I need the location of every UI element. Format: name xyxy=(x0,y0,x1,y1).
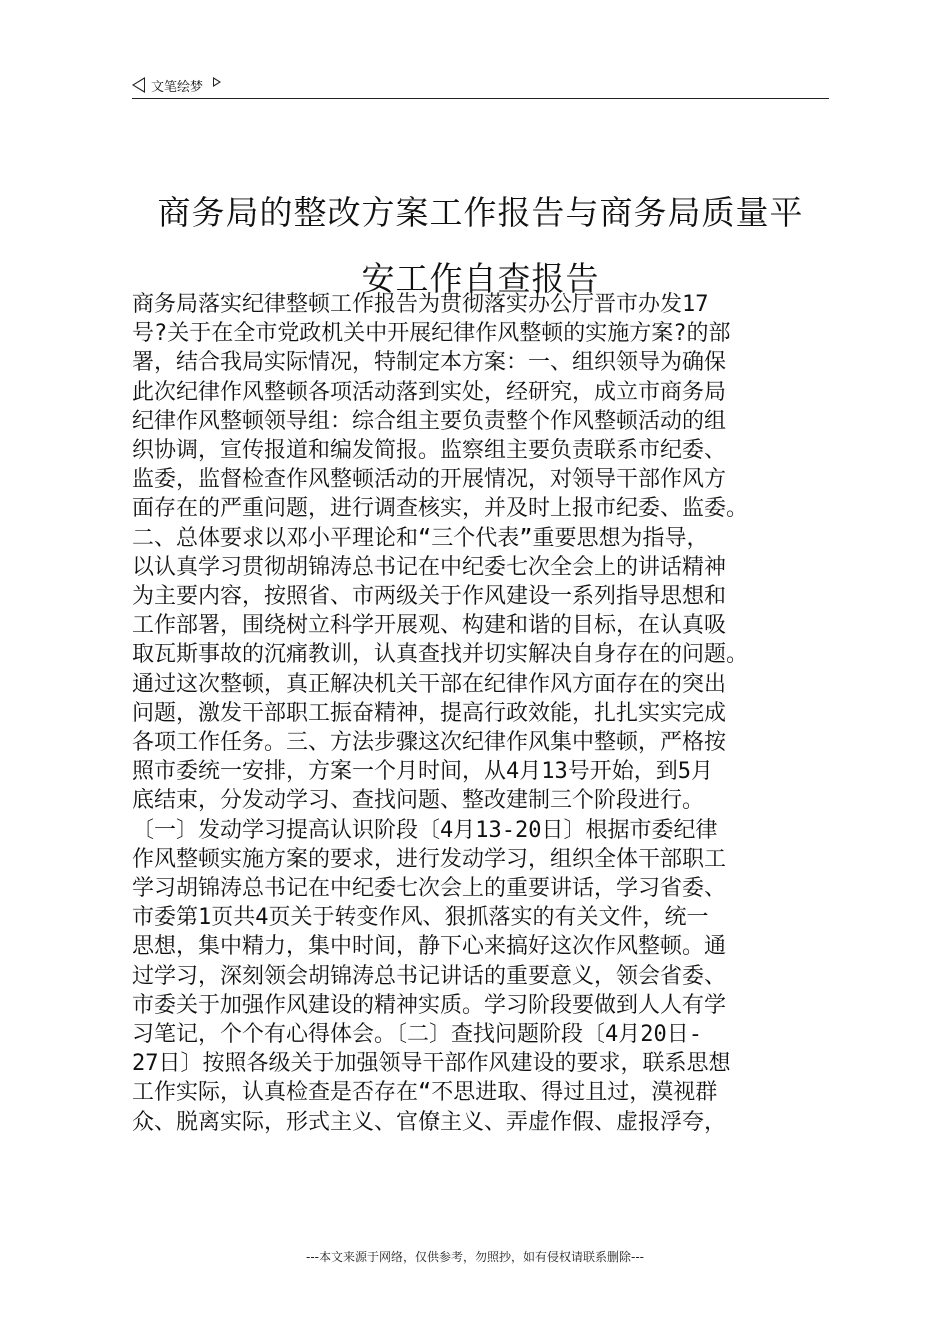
body-line: 此次纪律作风整顿各项活动落到实处，经研究，成立市商务局 xyxy=(132,379,727,405)
body-line: 商务局落实纪律整顿工作报告为贯彻落实办公厅晋市办发17 xyxy=(132,292,709,317)
body-line: 署，结合我局实际情况，特制定本方案：一、组织领导为确保 xyxy=(132,350,727,376)
body-line: 学习胡锦涛总书记在中纪委七次会上的重要讲话，学习省委、 xyxy=(132,876,727,902)
header-brand: 文笔绘梦 xyxy=(151,79,204,95)
body-line: 市委关于加强作风建设的精神实质。学习阶段要做到人人有学 xyxy=(132,992,727,1018)
body-line: 纪律作风整顿领导组：综合组主要负责整个作风整顿活动的组 xyxy=(132,408,727,434)
body-line: 过学习，深刻领会胡锦涛总书记讲话的重要意义，领会省委、 xyxy=(132,963,727,989)
triangle-left-icon xyxy=(132,77,145,93)
body-line: 二、总体要求以邓小平理论和“三个代表”重要思想为指导， xyxy=(132,525,709,551)
body-line: 各项工作任务。三、方法步骤这次纪律作风集中整顿，严格按 xyxy=(132,730,727,756)
body-line: 号?关于在全市党政机关中开展纪律作风整顿的实施方案?的部 xyxy=(132,321,731,347)
body-line: 通过这次整顿，真正解决机关干部在纪律作风方面存在的突出 xyxy=(132,671,727,697)
body-line: 27日〕按照各级关于加强领导干部作风建设的要求，联系思想 xyxy=(132,1051,731,1077)
body-line: 〔一〕发动学习提高认识阶段〔4月13-20日〕根据市委纪律 xyxy=(132,817,718,843)
body-line: 取瓦斯事故的沉痛教训，认真查找并切实解决自身存在的问题。 xyxy=(132,642,749,668)
document-body xyxy=(132,290,832,1137)
triangle-right-icon xyxy=(213,77,221,87)
title-line-1: 商务局的整改方案工作报告与商务局质量平 xyxy=(157,193,804,232)
body-line: 习笔记，个个有心得体会。〔二〕查找问题阶段〔4月20日- xyxy=(132,1022,702,1048)
body-line: 思想，集中精力，集中时间，静下心来搞好这次作风整顿。通 xyxy=(132,934,727,960)
body-line: 作风整顿实施方案的要求，进行发动学习，组织全体干部职工 xyxy=(132,846,727,872)
body-line: 照市委统一安排，方案一个月时间，从4月13号开始，到5月 xyxy=(132,759,713,785)
body-line: 监委，监督检查作风整顿活动的开展情况，对领导干部作风方 xyxy=(132,467,727,493)
body-line: 工作部署，围绕树立科学开展观、构建和谐的目标，在认真吸 xyxy=(132,613,727,639)
header-brand-group xyxy=(132,74,829,96)
body-line: 以认真学习贯彻胡锦涛总书记在中纪委七次全会上的讲话精神 xyxy=(132,554,727,580)
title-line-2: 安工作自查报告 xyxy=(361,259,600,298)
body-line: 众、脱离实际，形式主义、官僚主义、弄虚作假、虚报浮夸， xyxy=(132,1109,727,1135)
body-line: 面存在的严重问题，进行调查核实，并及时上报市纪委、监委。 xyxy=(132,496,749,522)
page-header xyxy=(132,74,829,99)
page-footer: ---本文来源于网络，仅供参考，勿照抄，如有侵权请联系删除--- xyxy=(306,1250,644,1264)
body-line: 工作实际，认真检查是否存在“不思进取、得过且过，漠视群 xyxy=(132,1080,718,1106)
body-line: 底结束，分发动学习、查找问题、整改建制三个阶段进行。 xyxy=(132,788,705,814)
body-line: 为主要内容，按照省、市两级关于作风建设一系列指导思想和 xyxy=(132,584,727,610)
body-line: 织协调，宣传报道和编发简报。监察组主要负责联系市纪委、 xyxy=(132,438,727,464)
body-line: 问题，激发干部职工振奋精神，提高行政效能，扎扎实实完成 xyxy=(132,700,727,726)
body-line: 市委第1页共4页关于转变作风、狠抓落实的有关文件，统一 xyxy=(132,905,709,931)
